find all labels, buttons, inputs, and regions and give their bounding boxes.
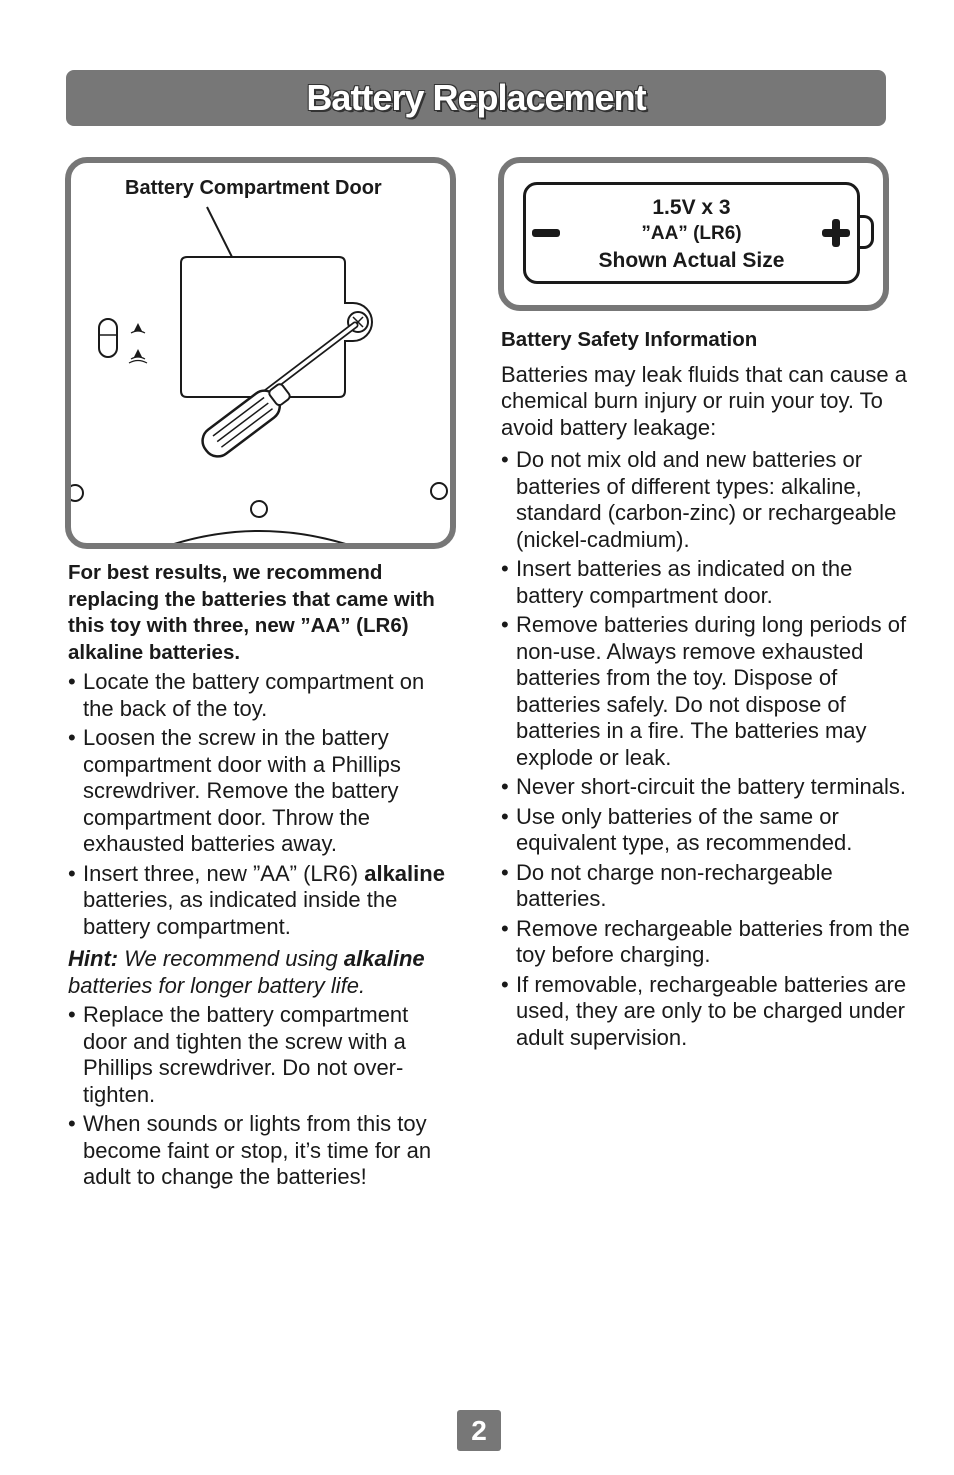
list-item: • If removable, rechargeable batteries are used, they are only to be charged under adult supervision. [501,972,911,1052]
recommendation-text: For best results, we recommend replacing the batteries that came with this toy with three, new ”AA” (LR6) alkaline batteries. [68,561,435,664]
page-title: Battery Replacement [306,77,646,118]
list-item: • Loosen the screw in the battery compartment door with a Phillips screwdriver. Remove the battery compartment door. Throw the exhausted batteries away. [68,725,454,858]
list-item: • Insert batteries as indicated on the battery compartment door. [501,556,911,609]
battery-size-note: Shown Actual Size [598,249,785,272]
replacement-steps-continued [68,1002,454,1191]
compartment-door [181,257,372,397]
hole-center [251,501,267,517]
sound-low-icon [131,323,145,333]
page-number: 2 [457,1410,501,1451]
replacement-instructions [68,560,454,1194]
list-item: • Replace the battery compartment door and tighten the screw with a Phillips screwdriver. Do not over-tighten. [68,1002,454,1108]
power-switch [99,319,117,357]
hint-text: Hint: We recommend using alkaline batteries for longer battery life. [68,946,425,998]
battery-voltage: 1.5V x 3 [652,196,731,219]
safety-heading: Battery Safety Information [501,328,758,351]
list-item: • Remove rechargeable batteries from the toy before charging. [501,916,911,969]
list-item: • Use only batteries of the same or equivalent type, as recommended. [501,804,911,857]
sound-high-icon [129,349,147,363]
battery-size-illustration [498,157,889,311]
title-bar [66,70,886,126]
list-item: • When sounds or lights from this toy become faint or stop, it’s time for an adult to change the batteries! [68,1111,454,1191]
list-item: • Locate the battery compartment on the back of the toy. [68,669,454,722]
list-item: • Do not mix old and new batteries or batteries of different types: alkaline, standard (carbon-zinc) or rechargeable (nickel-cadmium). [501,447,911,553]
door-label: Battery Compartment Door [125,177,382,199]
list-item: • Remove batteries during long periods of non-use. Always remove exhausted batteries from the toy. Dispose of batteries safely. Do not dispose of batteries in a fire. The batteries may explode or leak. [501,612,911,771]
hole-left [71,485,83,501]
safety-intro: Batteries may leak fluids that can cause a chemical burn injury or ruin your toy. To avoid battery leakage: [501,361,907,440]
list-item: • Never short-circuit the battery terminals. [501,774,911,801]
minus-icon [532,229,560,237]
door-drawing [71,163,450,543]
battery-type: ”AA” (LR6) [641,223,742,244]
safety-information [501,327,911,1054]
bottom-arc [159,531,361,543]
replacement-steps [68,669,454,940]
list-item: • Do not charge non-rechargeable batteries. [501,860,911,913]
hole-right [431,483,447,499]
list-item: • Insert three, new ”AA” (LR6) alkaline batteries, as indicated inside the battery compartment. [68,861,454,941]
battery-door-illustration [65,157,456,549]
battery-terminal [860,215,874,249]
safety-list [501,447,911,1051]
aa-battery-drawing [523,182,860,284]
